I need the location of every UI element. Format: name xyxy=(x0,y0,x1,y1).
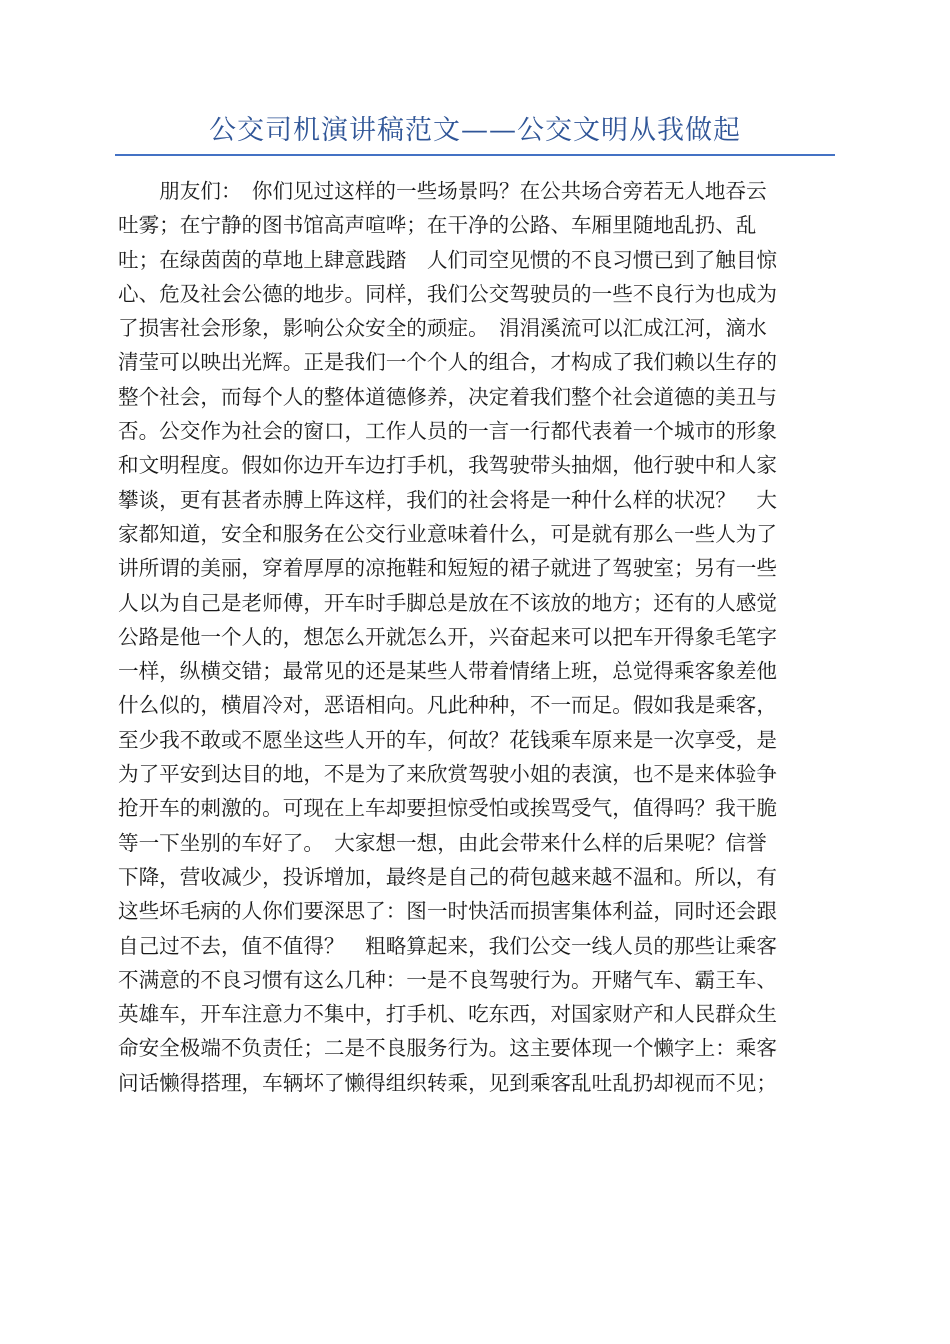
body-line: 自己过不去，值不值得？ 粗略算起来，我们公交一线人员的那些让乘客 xyxy=(118,933,777,958)
body-line: 至少我不敢或不愿坐这些人开的车，何故？花钱乘车原来是一次享受，是 xyxy=(118,727,777,752)
body-line: 问话懒得搭理，车辆坏了懒得组织转乘，见到乘客乱吐乱扔却视而不见； xyxy=(118,1070,777,1095)
body-line: 这些坏毛病的人你们要深思了：图一时快活而损害集体利益，同时还会跟 xyxy=(118,899,777,924)
body-line: 整个社会，而每个人的整体道德修养，决定着我们整个社会道德的美丑与 xyxy=(118,384,777,409)
body-line: 清莹可以映出光辉。正是我们一个个人的组合，才构成了我们赖以生存的 xyxy=(118,350,777,375)
body-line: 吐；在绿茵茵的草地上肆意践踏 人们司空见惯的不良习惯已到了触目惊 xyxy=(118,247,777,272)
body-line: 家都知道，安全和服务在公交行业意味着什么，可是就有那么一些人为了 xyxy=(118,521,777,546)
body-line: 否。公交作为社会的窗口，工作人员的一言一行都代表着一个城市的形象 xyxy=(118,419,777,444)
document-title: 公交司机演讲稿范文——公交文明从我做起 xyxy=(209,115,741,146)
body-line: 心、危及社会公德的地步。同样，我们公交驾驶员的一些不良行为也成为 xyxy=(118,281,777,306)
body-line: 命安全极端不负责任；二是不良服务行为。这主要体现一个懒字上：乘客 xyxy=(118,1036,777,1061)
body-line: 抢开车的刺激的。可现在上车却要担惊受怕或挨骂受气，值得吗？我干脆 xyxy=(118,796,777,821)
body-line: 讲所谓的美丽，穿着厚厚的凉拖鞋和短短的裙子就进了驾驶室；另有一些 xyxy=(118,556,777,581)
document-body xyxy=(118,174,834,1100)
body-line: 公路是他一个人的，想怎么开就怎么开，兴奋起来可以把车开得象毛笔字 xyxy=(118,624,777,649)
title-underline xyxy=(115,154,835,156)
body-line: 等一下坐别的车好了。 大家想一想，由此会带来什么样的后果呢？信誉 xyxy=(118,830,767,855)
body-line: 不满意的不良习惯有这么几种：一是不良驾驶行为。开赌气车、霸王车、 xyxy=(118,967,777,992)
body-line: 吐雾；在宁静的图书馆高声喧哗；在干净的公路、车厢里随地乱扔、乱 xyxy=(118,213,757,238)
body-line: 一样，纵横交错；最常见的还是某些人带着情绪上班，总觉得乘客象差他 xyxy=(118,659,777,684)
body-line: 朋友们： 你们见过这样的一些场景吗？在公共场合旁若无人地吞云 xyxy=(118,179,767,203)
body-line: 英雄车，开车注意力不集中，打手机、吃东西，对国家财产和人民群众生 xyxy=(118,1002,777,1027)
body-line: 和文明程度。假如你边开车边打手机，我驾驶带头抽烟，他行驶中和人家 xyxy=(118,453,777,478)
body-line: 什么似的，横眉冷对，恶语相向。凡此种种，不一而足。假如我是乘客， xyxy=(118,693,777,718)
body-line: 为了平安到达目的地，不是为了来欣赏驾驶小姐的表演，也不是来体验争 xyxy=(118,762,777,787)
body-line: 下降，营收减少，投诉增加，最终是自己的荷包越来越不温和。所以，有 xyxy=(118,864,777,889)
body-line: 攀谈，更有甚者赤膊上阵这样，我们的社会将是一种什么样的状况？ 大 xyxy=(118,487,777,512)
body-line: 了损害社会形象，影响公众安全的顽症。 涓涓溪流可以汇成江河，滴水 xyxy=(118,316,767,341)
body-line: 人以为自己是老师傅，开车时手脚总是放在不该放的地方；还有的人感觉 xyxy=(118,590,777,615)
